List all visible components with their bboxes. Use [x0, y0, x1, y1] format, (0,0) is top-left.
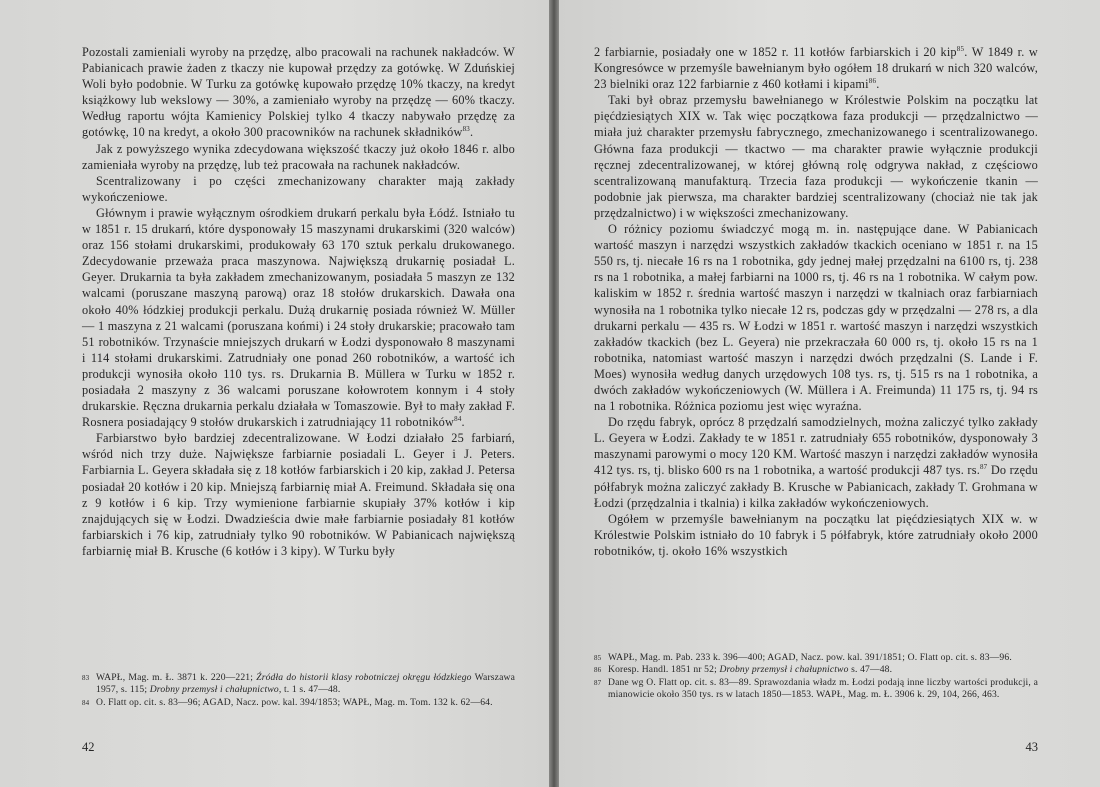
left-paragraph-3: Scentralizowany i po części zmechanizowany charakter mają zakłady wykończeniowe.: [82, 173, 515, 204]
right-paragraph-2: Taki był obraz przemysłu bawełnianego w Królestwie Polskim na początku lat pięćdziesiątych XIX w. Tak więc początkowa faza produkcji — przędzalnictwo — miała już charakter przemysłu fabrycznego, zmechanizowanego i scentralizowanego. Główna faza produkcji — tkactwo — ma charakter prawie wyłącznie produkcji ręcznej zdecentralizowanej, w której główną rolę odgrywa nakład, z częściowo scentralizowaną manufakturą. Trzecia faza produkcji — wykończenie tkanin — podobnie jak pierwsza, ma charakter bardziej scentralizowany (chociaż nie tak jak przędzalnictwo) i w większości zmechanizowany.: [594, 93, 1038, 220]
left-body-text: [82, 44, 515, 559]
page-number-left: 42: [82, 740, 95, 754]
footnote-83: 83 WAPŁ, Mag. m. Ł. 3871 k. 220—221; Źródła do historii klasy robotniczej okręgu łódzkiego Warszawa 1957, s. 115; Drobny przemysł i chałupnictwo, t. 1 s. 47—48.: [82, 672, 515, 696]
left-paragraph-5: Farbiarstwo było bardziej zdecentralizowane. W Łodzi działało 25 farbiarń, wśród nich trzy duże. Największe farbiarnie posiadali L. Geyer i J. Peters. Farbiarnia L. Geyera składała się z 18 kotłów farbiarskich i 20 kip, zakład J. Petersa posiadał 20 kotłów i 20 kip. Mniejszą farbiarnię miał A. Freimund. Składała się ona z 9 kotłów i 6 kip. Trzy wymienione farbiarnie skupiały 37% kotłów i kip znajdujących się w Łodzi. Dwadzieścia dwie małe farbiarnie posiadały 81 kotłów farbiarskich i 76 kip, zatrudniały tylko 90 robotników. W Pabianicach największą farbiarnię miał B. Krusche (6 kotłów i 3 kipy). W Turku były: [82, 431, 515, 558]
footnote-ref: 84: [454, 415, 462, 424]
right-footnotes: [594, 652, 1038, 702]
footnote-ref: 87: [979, 463, 988, 472]
footnote-ref: 86: [868, 77, 877, 86]
footnote-87: 87 Dane wg O. Flatt op. cit. s. 83—89. Sprawozdania władz m. Łodzi podają inne liczby wartości produkcji, a mianowicie około 350 tys. rs w latach 1850—1853. WAPŁ, Mag. m. Ł. 3906 k. 29, 104, 266, 463.: [594, 676, 1038, 701]
footnote-mark: 86: [594, 666, 602, 675]
page-number-right: 43: [1025, 740, 1038, 754]
footnote-mark: 85: [594, 654, 602, 662]
right-paragraph-1: 2 farbiarnie, posiadały one w 1852 r. 11 kotłów farbiarskich i 20 kip$^{85}$. W 1849 r. w Kongresówce w przemyśle bawełnianym było ogółem 18 drukarń w nich 320 walców, 23 bielniki oraz 122 farbiarnie z 460 kotłami i kipami$^{86}$.: [594, 45, 1039, 92]
left-paragraph-4: Głównym i prawie wyłącznym ośrodkiem drukarń perkalu była Łódź. Istniało tu w 1851 r. 15 drukarń, które dysponowały 15 maszynami drukarskimi (320 walców) oraz 156 stołami drukarskimi, produkowały 63 170 sztuk perkalu drukowanego. Zdecydowanie przeważa praca maszynowa. Największą drukarnię posiadał L. Geyer. Drukarnia ta była zakładem zmechanizowanym, posiadała 5 maszyn ze 132 walcami (poruszane maszyną parową) oraz 18 stołów drukarskich. Dawała ona około 40% łódzkiej produkcji perkalu. Dużą drukarnię posiada również W. Müller — 1 maszyna z 21 walcami (poruszana końmi) i 24 stoły drukarskie; pracowało tam 51 robotników. Trzynaście mniejszych drukarń w Łodzi dysponowało 8 maszynami i 114 stołami drukarskimi. Zatrudniały one ponad 260 robotników, a wartość ich produkcji wynosiła około 110 tys. rs. Drukarnia B. Müllera w Turku w 1852 r. posiadała 2 maszyny z 36 walcami poruszane kołowrotem konnym i 4 stoły drukarskie. Ręczna drukarnia perkalu działała w Tomaszowie. Był to mały zakład F. Rosnera posiadający 9 stołów drukarskich i zatrudniający 11 robotników$^{84}$.: [82, 205, 515, 430]
footnote-84: 84 O. Flatt op. cit. s. 83—96; AGAD, Nacz. pow. kal. 394/1853; WAPŁ, Mag. m. Tom. 132 k. 62—64.: [82, 696, 493, 708]
right-page: [559, 0, 1100, 787]
left-paragraph-1: Pozostali zamieniali wyroby na przędzę, albo pracowali na rachunek nakładców. W Pabianicach prawie żaden z tkaczy nie kupował przędzy za gotówkę. W Zduńskiej Woli było podobnie. W Turku za gotówkę kupowało przędzę 10% tkaczy, na kredyt książkowy lub wekslowy — 30%, a zamieniało wyroby na przędzę — 60% tkaczy. Według raportu wójta Kamienicy Polskiej tylko 4 tkaczy nabywało przędzę za gotówkę, 10 na kredyt, a około 300 pracowników na rachunek składników$^{83}$.: [82, 45, 515, 140]
right-paragraph-3: O różnicy poziomu świadczyć mogą m. in. następujące dane. W Pabianicach wartość maszyn i narzędzi wszystkich zakładów tkackich oceniano w 1851 r. na 15 550 rs, tj. niecałe 16 rs na 1 robotnika, gdy jednej małej przędzalni na 6100 rs, tj. 238 rs na 1 robotnika, a małej farbiarni na 1000 rs, tj. 46 rs na 1 robotnika. W całym pow. kaliskim w 1852 r. średnia wartość maszyn i narzędzi w tkalniach oraz farbiarniach wynosiła na 1 robotnika tylko niecałe 12 rs, podczas gdy w przędzalni — 278 rs, a dla drukarni perkalu — 435 rs. W Łodzi w 1851 r. wartość maszyn i narzędzi wszystkich zakładów tkackich (bez L. Geyera) nie przekraczała 60 000 rs, tj. około 15 rs na 1 robotnika, natomiast wartość maszyn i narzędzi dwóch przędzalni (S. Lande i F. Moes) wynosiła według danych urzędowych 108 tys. rs, tj. 515 rs na 1 robotnika, a dwóch zakładów wykończeniowych (W. Müllera i A. Freimunda) 11 175 rs, tj. 94 rs na 1 robotnika. Różnica poziomu jest więc wyraźna.: [594, 222, 1038, 414]
footnote-mark: 87: [594, 678, 602, 687]
footnote-ref: 85: [956, 45, 965, 53]
left-page: [0, 0, 549, 787]
left-paragraph-2: Jak z powyższego wynika zdecydowana większość tkaczy już około 1846 r. albo zamieniała wyroby na przędzę, lub też pracowała na rachunek nakładców.: [82, 141, 515, 172]
right-body-text: [594, 44, 1038, 559]
right-paragraph-5: Ogółem w przemyśle bawełnianym na początku lat pięćdziesiątych XIX w. w Królestwie Polskim istniało do 10 fabryk i 5 półfabryk, które zatrudniały około 2000 robotników, tj. około 16% wszystkich: [594, 511, 1038, 558]
left-footnotes: [82, 672, 515, 709]
footnote-86: 86 Koresp. Handl. 1851 nr 52; Drobny przemysł i chałupnictwo s. 47—48.: [594, 664, 893, 676]
book-gutter: [549, 0, 559, 787]
footnote-ref: 83: [462, 125, 470, 134]
footnote-mark: 83: [82, 674, 90, 682]
footnote-mark: 84: [82, 698, 90, 707]
footnote-85: 85 WAPŁ, Mag. m. Pab. 233 k. 396—400; AGAD, Nacz. pow. kal. 391/1851; O. Flatt op. cit. s. 83—96.: [594, 652, 1012, 663]
right-paragraph-4: Do rzędu fabryk, oprócz 8 przędzalń samodzielnych, można zaliczyć tylko zakłady L. Geyera w Łodzi. Zakłady te w 1851 r. zatrudniały 655 robotników, dysponowały 3 maszynami parowymi o mocy 120 KM. Wartość maszyn i narzędzi zakładów wynosiła 412 tys. rs, tj. blisko 600 rs na 1 robotnika, a wartość produkcji 487 tys. rs.$^{87}$ Do rzędu półfabryk można zaliczyć zakłady B. Krusche w Pabianicach, zakłady T. Grohmana w Łodzi (przędzalnia i tkalnia) i kilka zakładów wykończeniowych.: [594, 415, 1038, 510]
